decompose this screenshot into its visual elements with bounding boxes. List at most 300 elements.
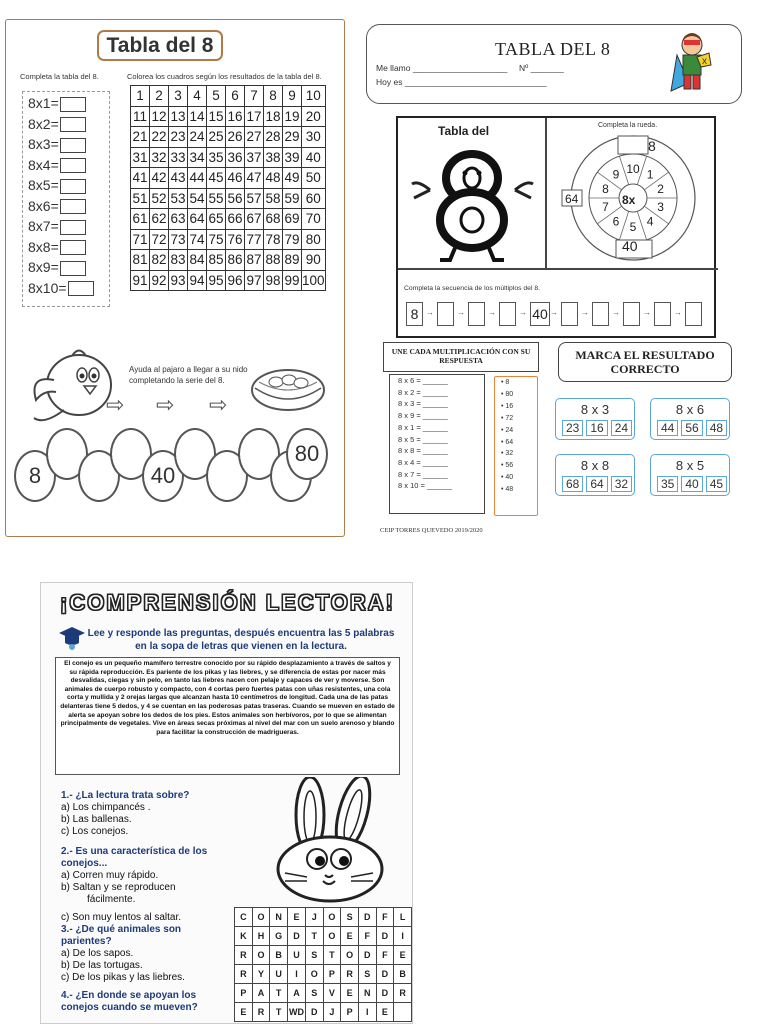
grid-cell[interactable]: 17 — [245, 106, 264, 127]
grid-cell[interactable]: 76 — [226, 229, 245, 250]
wheel-number: 5 — [629, 220, 637, 234]
date-field[interactable]: Hoy es ______________________________ — [376, 77, 547, 87]
grid-cell[interactable]: 67 — [245, 209, 264, 230]
sequence-box[interactable] — [437, 302, 454, 326]
join-expression[interactable]: 8 x 7 = ______ — [398, 469, 448, 479]
grid-cell[interactable]: 64 — [188, 209, 207, 230]
wheel-number: 2 — [657, 182, 664, 197]
join-answer[interactable]: • 24 — [501, 426, 514, 434]
word-search-cell[interactable]: S — [305, 984, 323, 1003]
school-footer: CEIP TORRES QUEVEDO 2019/2020 — [380, 527, 483, 534]
grid-cell[interactable]: 20 — [302, 106, 326, 127]
grid-cell[interactable]: 95 — [207, 270, 226, 291]
sequence-box[interactable] — [499, 302, 516, 326]
card-option[interactable]: 24 — [611, 420, 632, 436]
multiplication-row — [28, 257, 86, 277]
word-search-cell[interactable]: WD — [288, 1003, 306, 1022]
grid-cell[interactable]: 24 — [188, 127, 207, 148]
grid-cell[interactable]: 51 — [131, 188, 150, 209]
word-search-row — [235, 965, 412, 984]
join-expression[interactable]: 8 x 8 = ______ — [398, 446, 448, 456]
grid-cell[interactable]: 69 — [283, 209, 302, 230]
multiplication-row — [28, 175, 86, 195]
word-search-cell[interactable]: A — [288, 984, 306, 1003]
question-3-cont: parientes? — [61, 936, 112, 947]
join-expression[interactable]: 8 x 5 = ______ — [398, 434, 448, 444]
grid-cell[interactable]: 36 — [226, 147, 245, 168]
word-search-cell[interactable]: D — [376, 984, 394, 1003]
grid-cell[interactable]: 87 — [245, 250, 264, 271]
word-search-cell[interactable]: E — [341, 927, 359, 946]
grid-cell[interactable]: 73 — [169, 229, 188, 250]
grid-cell[interactable]: 40 — [302, 147, 326, 168]
grid-cell[interactable]: 72 — [150, 229, 169, 250]
grid-cell[interactable]: 77 — [245, 229, 264, 250]
grid-cell[interactable]: 27 — [245, 127, 264, 148]
result-card — [555, 454, 635, 496]
answer-box[interactable] — [68, 281, 94, 296]
grid-cell[interactable]: 78 — [264, 229, 283, 250]
grid-cell[interactable]: 94 — [188, 270, 207, 291]
word-search-cell[interactable]: O — [323, 908, 341, 927]
bird-instruction-line1: Ayuda al pajaro a llegar a su nido — [129, 365, 248, 374]
grid-row — [131, 147, 326, 168]
card-options — [657, 476, 727, 492]
word-search-cell[interactable]: O — [323, 927, 341, 946]
card-option[interactable]: 48 — [706, 420, 727, 436]
grid-cell[interactable]: 56 — [226, 188, 245, 209]
word-search-cell[interactable]: E — [394, 946, 412, 965]
grid-cell[interactable]: 9 — [283, 86, 302, 107]
word-search-row — [235, 927, 412, 946]
word-search-cell[interactable]: F — [376, 908, 394, 927]
reading-comprehension-sheet — [40, 582, 413, 1024]
grid-cell[interactable]: 74 — [188, 229, 207, 250]
multiplication-expression: 8x6= — [28, 197, 59, 214]
word-search-cell[interactable]: I — [288, 965, 306, 984]
card-option[interactable]: 35 — [657, 476, 678, 492]
grid-cell[interactable]: 23 — [169, 127, 188, 148]
q2-option-c[interactable]: c) Son muy lentos al saltar. — [61, 912, 182, 923]
grid-cell[interactable]: 11 — [131, 106, 150, 127]
word-search-cell[interactable]: K — [235, 927, 253, 946]
grid-cell[interactable]: 31 — [131, 147, 150, 168]
grid-row — [131, 127, 326, 148]
grid-cell[interactable]: 62 — [150, 209, 169, 230]
grid-cell[interactable]: 4 — [188, 86, 207, 107]
word-search-cell[interactable]: D — [376, 965, 394, 984]
q1-option-c[interactable]: c) Los conejos. — [61, 826, 129, 837]
card-question: 8 x 3 — [580, 402, 610, 417]
word-search-cell[interactable]: D — [288, 927, 306, 946]
question-1: 1.- ¿La lectura trata sobre? — [61, 790, 190, 801]
grid-cell[interactable]: 45 — [207, 168, 226, 189]
word-search-cell[interactable]: R — [235, 946, 253, 965]
word-search-cell[interactable]: F — [358, 927, 376, 946]
word-search-cell[interactable]: O — [252, 908, 270, 927]
grid-cell[interactable]: 70 — [302, 209, 326, 230]
q2-option-b-cont: fácilmente. — [87, 894, 136, 905]
card-option[interactable]: 32 — [611, 476, 632, 492]
arrow-icon: ⇨ — [209, 392, 228, 417]
arrow-icon: ⇨ — [156, 392, 175, 417]
q1-option-b[interactable]: b) Las ballenas. — [61, 814, 132, 825]
wheel-number: 4 — [646, 214, 654, 229]
card-option[interactable]: 40 — [681, 476, 702, 492]
tabla-panel — [396, 116, 716, 338]
question-2-cont: conejos... — [61, 858, 108, 869]
eight-character-icon — [410, 140, 535, 265]
egg-circle: 80 — [286, 428, 328, 480]
grid-cell[interactable]: 15 — [207, 106, 226, 127]
mark-title: MARCA EL RESULTADO CORRECTO — [558, 342, 732, 382]
word-search-cell[interactable]: R — [252, 1003, 270, 1022]
grid-cell[interactable]: 91 — [131, 270, 150, 291]
grid-cell[interactable]: 49 — [283, 168, 302, 189]
sequence-box[interactable] — [468, 302, 485, 326]
word-search-cell[interactable]: P — [235, 984, 253, 1003]
grid-cell[interactable]: 5 — [207, 86, 226, 107]
hundred-grid — [130, 85, 326, 291]
word-search-cell[interactable]: V — [323, 984, 341, 1003]
q2-option-b[interactable]: b) Saltan y se reproducen — [61, 882, 176, 893]
arrow-icon: → — [581, 308, 589, 317]
grid-cell[interactable]: 81 — [131, 250, 150, 271]
grid-cell[interactable]: 75 — [207, 229, 226, 250]
join-answer[interactable]: • 40 — [501, 474, 514, 482]
word-search[interactable] — [234, 907, 412, 1022]
join-answer[interactable]: • 32 — [501, 450, 514, 458]
join-answer[interactable]: • 64 — [501, 438, 514, 446]
grid-cell[interactable]: 90 — [302, 250, 326, 271]
grid-cell[interactable]: 1 — [131, 86, 150, 107]
join-expression[interactable]: 8 x 2 = ______ — [398, 387, 448, 397]
multiplication-row — [28, 278, 94, 298]
answer-box[interactable] — [60, 179, 86, 194]
grid-cell[interactable]: 98 — [264, 270, 283, 291]
divider — [545, 118, 547, 268]
grid-cell[interactable]: 79 — [283, 229, 302, 250]
number-field[interactable]: Nº _______ — [519, 63, 564, 73]
word-search-cell[interactable]: I — [394, 927, 412, 946]
card-option[interactable]: 68 — [562, 476, 583, 492]
card-options — [657, 420, 727, 436]
result-card — [555, 398, 635, 440]
grid-cell[interactable]: 68 — [264, 209, 283, 230]
word-search-cell[interactable]: B — [394, 965, 412, 984]
word-search-row — [235, 946, 412, 965]
grid-cell[interactable]: 46 — [226, 168, 245, 189]
grid-cell[interactable]: 99 — [283, 270, 302, 291]
grid-cell[interactable]: 85 — [207, 250, 226, 271]
join-answer[interactable]: • 48 — [501, 486, 514, 494]
word-search-cell[interactable]: E — [341, 984, 359, 1003]
card-option[interactable]: 44 — [657, 420, 678, 436]
grid-cell[interactable]: 82 — [150, 250, 169, 271]
sequence-instruction: Completa la secuencia de los múltiplos del 8. — [404, 285, 541, 292]
word-search-cell[interactable]: P — [323, 965, 341, 984]
grid-cell[interactable]: 34 — [188, 147, 207, 168]
grid-cell[interactable]: 39 — [283, 147, 302, 168]
word-search-cell[interactable]: E — [235, 1003, 253, 1022]
grid-cell[interactable]: 66 — [226, 209, 245, 230]
join-right-list — [494, 376, 538, 516]
grid-cell[interactable]: 16 — [226, 106, 245, 127]
name-field[interactable]: Me llamo ____________________ — [376, 63, 508, 73]
result-card — [650, 398, 730, 440]
grid-cell[interactable]: 26 — [226, 127, 245, 148]
word-search-cell[interactable]: C — [235, 908, 253, 927]
sequence-box: 8 — [406, 302, 423, 326]
grid-cell[interactable]: 19 — [283, 106, 302, 127]
grid-cell[interactable]: 29 — [283, 127, 302, 148]
multiplication-expression: 8x3= — [28, 136, 59, 152]
join-expression[interactable]: 8 x 4 = ______ — [398, 457, 448, 467]
grid-cell[interactable]: 2 — [150, 86, 169, 107]
wheel-number: 3 — [657, 199, 664, 214]
grid-cell[interactable]: 10 — [302, 86, 326, 107]
grid-cell[interactable]: 30 — [302, 127, 326, 148]
word-search-cell[interactable]: N — [270, 908, 288, 927]
word-search-cell[interactable]: T — [323, 946, 341, 965]
word-search-cell[interactable]: H — [252, 927, 270, 946]
multiplication-expression: 8x1= — [28, 95, 59, 111]
join-answer[interactable]: • 56 — [501, 462, 514, 470]
word-search-cell[interactable]: U — [270, 965, 288, 984]
arrow-icon: → — [519, 308, 527, 317]
word-search-cell[interactable]: I — [358, 1003, 376, 1022]
grid-cell[interactable]: 55 — [207, 188, 226, 209]
grid-cell[interactable]: 41 — [131, 168, 150, 189]
egg-circle: 40 — [142, 450, 184, 502]
arrow-icon: → — [612, 308, 620, 317]
wheel-number: 6 — [612, 214, 620, 229]
join-expression[interactable]: 8 x 3 = ______ — [398, 399, 448, 409]
grid-cell[interactable]: 43 — [169, 168, 188, 189]
multiplication-expression: 8x9= — [28, 259, 59, 275]
q3-option-b[interactable]: b) De las tortugas. — [61, 960, 143, 971]
egg-circle: 8 — [14, 450, 56, 502]
word-search-cell[interactable]: T — [270, 984, 288, 1003]
word-search-cell[interactable]: G — [270, 927, 288, 946]
grid-cell[interactable]: 14 — [188, 106, 207, 127]
arrow-icon: ⇨ — [106, 392, 125, 417]
grid-cell[interactable]: 12 — [150, 106, 169, 127]
card-option[interactable]: 16 — [586, 420, 607, 436]
multiplication-expression: 8x8= — [28, 238, 59, 255]
grid-cell[interactable]: 71 — [131, 229, 150, 250]
word-search-cell[interactable]: Y — [252, 965, 270, 984]
grid-cell[interactable]: 93 — [169, 270, 188, 291]
word-search-cell[interactable]: E — [288, 908, 306, 927]
word-search-cell[interactable]: T — [270, 1003, 288, 1022]
grid-cell[interactable]: 35 — [207, 147, 226, 168]
answer-box[interactable] — [60, 240, 86, 255]
grid-cell[interactable]: 61 — [131, 209, 150, 230]
multiplication-row — [28, 155, 86, 175]
question-3: 3.- ¿De qué animales son — [61, 924, 182, 935]
grid-cell[interactable]: 25 — [207, 127, 226, 148]
multiplication-row — [28, 196, 86, 216]
word-search-cell[interactable]: N — [358, 984, 376, 1003]
grid-cell[interactable]: 60 — [302, 188, 326, 209]
sequence-box[interactable] — [561, 302, 578, 326]
word-search-cell[interactable]: O — [305, 965, 323, 984]
grid-cell[interactable]: 47 — [245, 168, 264, 189]
word-search-row — [235, 1003, 412, 1022]
grid-cell[interactable]: 53 — [169, 188, 188, 209]
multiplication-row — [28, 93, 86, 113]
grid-cell[interactable]: 13 — [169, 106, 188, 127]
card-option[interactable]: 64 — [586, 476, 607, 492]
grid-cell[interactable]: 65 — [207, 209, 226, 230]
grid-cell[interactable]: 88 — [264, 250, 283, 271]
arrow-icon: → — [643, 308, 651, 317]
grid-cell[interactable]: 38 — [264, 147, 283, 168]
answer-box[interactable] — [60, 97, 86, 112]
word-search-cell[interactable]: D — [358, 946, 376, 965]
word-search-cell[interactable]: O — [341, 946, 359, 965]
grid-cell[interactable]: 6 — [226, 86, 245, 107]
wheel-bottom-value: 40 — [622, 238, 638, 254]
word-search-cell[interactable] — [394, 1003, 412, 1022]
word-search-cell[interactable]: S — [305, 946, 323, 965]
panel-title: Tabla del — [438, 124, 490, 138]
answer-box[interactable] — [60, 138, 86, 153]
grid-cell[interactable]: 58 — [264, 188, 283, 209]
card-option[interactable]: 56 — [681, 420, 702, 436]
sequence-box[interactable] — [685, 302, 702, 326]
grid-cell[interactable]: 59 — [283, 188, 302, 209]
grid-cell[interactable]: 7 — [245, 86, 264, 107]
question-2: 2.- Es una característica de los — [61, 846, 208, 857]
q1-option-a[interactable]: a) Los chimpancés . — [61, 802, 151, 813]
word-search-cell[interactable]: E — [376, 1003, 394, 1022]
grid-cell[interactable]: 50 — [302, 168, 326, 189]
multiplication-row — [28, 114, 86, 134]
grid-cell[interactable]: 100 — [302, 270, 326, 291]
word-search-row — [235, 984, 412, 1003]
join-expression[interactable]: 8 x 1 = ______ — [398, 422, 448, 432]
grid-cell[interactable]: 22 — [150, 127, 169, 148]
grid-cell[interactable]: 18 — [264, 106, 283, 127]
grid-cell[interactable]: 54 — [188, 188, 207, 209]
join-expression[interactable]: 8 x 10 = ______ — [398, 481, 453, 491]
grid-cell[interactable]: 37 — [245, 147, 264, 168]
grid-cell[interactable]: 84 — [188, 250, 207, 271]
answer-box[interactable] — [60, 220, 86, 235]
answer-box[interactable] — [60, 158, 86, 173]
join-answer[interactable]: • 72 — [501, 414, 514, 422]
worksheet-header — [366, 24, 742, 104]
wheel-top-value: 8 — [648, 138, 656, 154]
join-expression[interactable]: 8 x 9 = ______ — [398, 411, 448, 421]
word-search-cell[interactable]: T — [305, 927, 323, 946]
word-search-cell[interactable]: R — [235, 965, 253, 984]
word-search-cell[interactable]: A — [252, 984, 270, 1003]
grid-cell[interactable]: 57 — [245, 188, 264, 209]
answer-box[interactable] — [60, 117, 86, 132]
grid-cell[interactable]: 3 — [169, 86, 188, 107]
wheel-instruction: Completa la rueda. — [598, 122, 658, 129]
grid-cell[interactable]: 92 — [150, 270, 169, 291]
grid-cell[interactable]: 83 — [169, 250, 188, 271]
sequence-box[interactable] — [654, 302, 671, 326]
grid-cell[interactable]: 33 — [169, 147, 188, 168]
grid-row — [131, 209, 326, 230]
join-answer[interactable]: • 80 — [501, 390, 514, 398]
join-answer[interactable]: • 8 — [501, 379, 510, 386]
grid-cell[interactable]: 44 — [188, 168, 207, 189]
word-search-cell[interactable]: F — [376, 946, 394, 965]
multiplication-expression: 8x2= — [28, 115, 59, 132]
word-search-cell[interactable]: S — [341, 908, 359, 927]
word-search-cell[interactable]: U — [288, 946, 306, 965]
word-search-cell[interactable]: B — [270, 946, 288, 965]
card-option[interactable]: 45 — [706, 476, 727, 492]
grid-cell[interactable]: 8 — [264, 86, 283, 107]
q3-option-a[interactable]: a) De los sapos. — [61, 948, 134, 959]
grid-cell[interactable]: 52 — [150, 188, 169, 209]
join-answer[interactable]: • 16 — [501, 402, 514, 410]
word-search-cell[interactable]: O — [252, 946, 270, 965]
card-question: 8 x 8 — [580, 458, 610, 473]
multiplication-expression: 8x4= — [28, 156, 59, 173]
word-search-cell[interactable]: P — [341, 1003, 359, 1022]
grid-cell[interactable]: 80 — [302, 229, 326, 250]
word-search-cell[interactable]: D — [358, 908, 376, 927]
word-search-cell[interactable]: L — [394, 908, 412, 927]
word-search-cell[interactable]: R — [394, 984, 412, 1003]
grid-cell[interactable]: 96 — [226, 270, 245, 291]
sheet2-title: TABLA DEL 8 — [495, 39, 611, 59]
grid-cell[interactable]: 32 — [150, 147, 169, 168]
wheel-number: 9 — [612, 167, 620, 182]
answer-box[interactable] — [60, 261, 86, 276]
divider — [398, 268, 718, 270]
grid-cell[interactable]: 63 — [169, 209, 188, 230]
sheet3-subtitle: Lee y responde las preguntas, después encuentra las 5 palabras en la sopa de letras que vienen en la lectura. — [87, 628, 395, 652]
card-option[interactable]: 23 — [562, 420, 583, 436]
superhero-icon — [667, 31, 717, 97]
q3-option-c[interactable]: c) De los pikas y las liebres. — [61, 972, 185, 983]
question-4: 4.- ¿En donde se apoyan los — [61, 990, 197, 1001]
grid-cell[interactable]: 89 — [283, 250, 302, 271]
word-search-cell[interactable]: D — [376, 927, 394, 946]
join-left-list — [389, 374, 485, 514]
grid-cell[interactable]: 97 — [245, 270, 264, 291]
arrow-icon: → — [488, 308, 496, 317]
sequence-box[interactable] — [592, 302, 609, 326]
word-search-cell[interactable]: D — [305, 1003, 323, 1022]
q2-option-a[interactable]: a) Corren muy rápido. — [61, 870, 159, 881]
grid-cell[interactable]: 28 — [264, 127, 283, 148]
join-expression[interactable]: 8 x 6 = ______ — [398, 376, 448, 385]
word-search-cell[interactable]: J — [305, 908, 323, 927]
grid-cell[interactable]: 21 — [131, 127, 150, 148]
word-search-cell[interactable]: S — [358, 965, 376, 984]
word-search-cell[interactable]: R — [341, 965, 359, 984]
multiplication-expression: 8x5= — [28, 177, 59, 193]
word-search-cell[interactable]: J — [323, 1003, 341, 1022]
wheel-number: 1 — [646, 167, 654, 182]
sequence-box[interactable] — [623, 302, 640, 326]
grid-cell[interactable]: 86 — [226, 250, 245, 271]
grid-cell[interactable]: 42 — [150, 168, 169, 189]
bird-instruction-line2: completando la serie del 8. — [129, 376, 225, 385]
grid-cell[interactable]: 48 — [264, 168, 283, 189]
answer-box[interactable] — [60, 199, 86, 214]
